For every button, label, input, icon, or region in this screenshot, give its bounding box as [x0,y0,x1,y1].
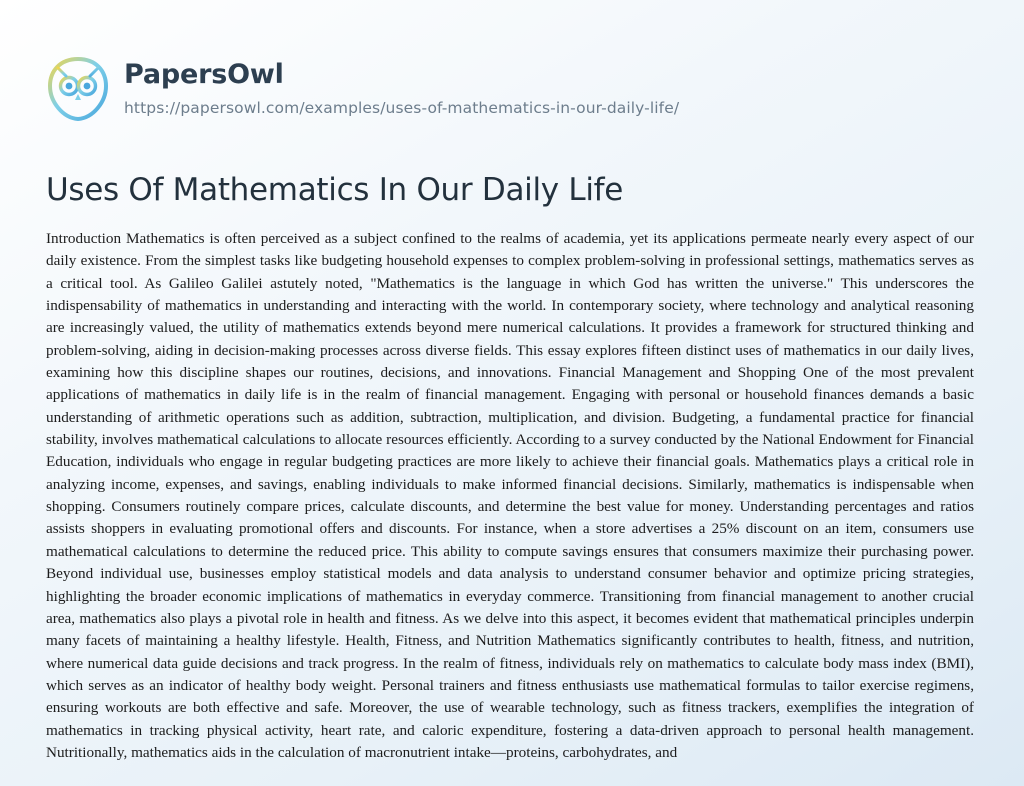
page-title: Uses Of Mathematics In Our Daily Life [46,172,624,208]
site-header [46,44,974,130]
owl-logo-icon [46,56,110,122]
brand-name: PapersOwl [124,59,284,90]
brand-text-block [124,44,679,117]
page-url[interactable]: https://papersowl.com/examples/uses-of-mathematics-in-our-daily-life/ [124,98,680,117]
article-body: Introduction Mathematics is often perceived as a subject confined to the realms of academia, yet its applications permeate nearly every aspect of our daily existence. From the simplest tasks like budgeting household expenses to complex problem-solving in professional settings, mathematics serves as a critical tool. As Galileo Galilei astutely noted, "Mathematics is the language in which God has written the universe." This underscores the indispensability of mathematics in understanding and interacting with the world. In contemporary society, where technology and analytical reasoning are increasingly valued, the utility of mathematics extends beyond mere numerical calculations. It provides a framework for structured thinking and problem-solving, aiding in decision-making processes across diverse fields. This essay explores fifteen distinct uses of mathematics in our daily lives, examining how this discipline shapes our routines, decisions, and innovations. Financial Management and Shopping One of the most prevalent applications of mathematics in daily life is in the realm of financial management. Engaging with personal or household finances demands a basic understanding of arithmetic operations such as addition, subtraction, multiplication, and division. Budgeting, a fundamental practice for financial stability, involves mathematical calculations to allocate resources efficiently. According to a survey conducted by the National Endowment for Financial Education, individuals who engage in regular budgeting practices are more likely to achieve their financial goals. Mathematics plays a critical role in analyzing income, expenses, and savings, enabling individuals to make informed financial decisions. Similarly, mathematics is indispensable when shopping. Consumers routinely compare prices, calculate discounts, and determine the best value for money. Understanding percentages and ratios assists shoppers in evaluating promotional offers and discounts. For instance, when a store advertises a 25% discount on an item, consumers use mathematical calculations to determine the reduced price. This ability to compute savings ensures that consumers maximize their purchasing power. Beyond individual use, businesses employ statistical models and data analysis to understand consumer behavior and optimize pricing strategies, highlighting the broader economic implications of mathematics in everyday commerce. Transitioning from financial management to another crucial area, mathematics also plays a pivotal role in health and fitness. As we delve into this aspect, it becomes evident that mathematical principles underpin many facets of maintaining a healthy lifestyle. Health, Fitness, and Nutrition Mathematics significantly contributes to health, fitness, and nutrition, where numerical data guide decisions and track progress. In the realm of fitness, individuals rely on mathematics to calculate body mass index (BMI), which serves as an indicator of healthy body weight. Personal trainers and fitness enthusiasts use mathematical formulas to tailor exercise regimens, ensuring workouts are both effective and safe. Moreover, the use of wearable technology, such as fitness trackers, exemplifies the integration of mathematics in tracking physical activity, heart rate, and caloric expenditure, fostering a data-driven approach to personal health management. Nutritionally, mathematics aids in the calculation of macronutrient intake—proteins, carbohydrates, and [46,230,974,761]
